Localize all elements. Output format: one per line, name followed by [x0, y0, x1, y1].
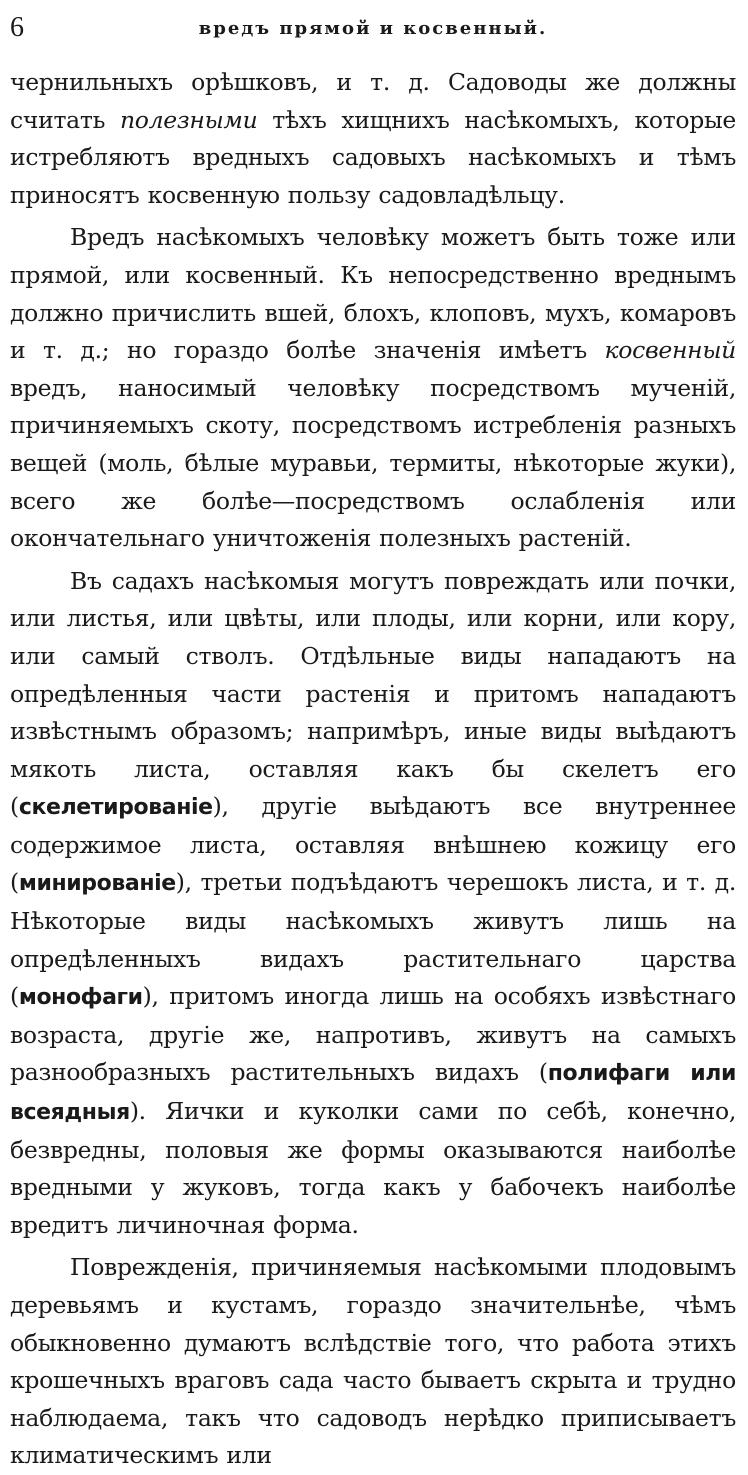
paragraph-4-text: Поврежденія, причиняемыя насѣкомыми плодовымъ деревьямъ и кустамъ, гораздо значительнѣе, чѣмъ обыкновенно думаютъ вслѣдствіе того, что работа этихъ крошечныхъ враговъ сада часто бываетъ скрыта и трудно наблюдаема, такъ что садоводъ нерѣдко приписываетъ климатическимъ или: [10, 1253, 736, 1470]
paragraph-3-text-e: ). Яички и куколки сами по себѣ, конечно, безвредны, половыя же формы оказываются наиболѣе вредными у жуковъ, тогда какъ у бабочекъ наиболѣе вредитъ личиночная форма.: [10, 1097, 736, 1239]
paragraph-1-text-b: тѣхъ хищнихъ насѣкомыхъ, которые истребляютъ вредныхъ садовыхъ насѣкомыхъ и тѣмъ приносятъ косвенную пользу садовладѣльцу.: [10, 105, 736, 209]
term-minirovanie: минированіе: [18, 871, 176, 897]
running-head: [10, 0, 736, 60]
paragraph-1-text-a: чернильныхъ орѣшковъ, и т. д. Садоводы же должны считать: [10, 68, 736, 134]
page-number: 6: [10, 12, 24, 43]
book-page: [10, 0, 736, 1470]
paragraph-4: [10, 1249, 736, 1475]
term-skeletirovanie: скелетированіе: [18, 795, 213, 821]
paragraph-2: [10, 219, 736, 557]
paragraph-3-text-b: ), другіе выѣдаютъ все внутреннее содержимое листа, оставляя внѣшнею кожицу его (: [10, 792, 736, 897]
emphasis-poleznymi: полезными: [119, 105, 258, 134]
term-polifagi: полифаги или всеядныя: [10, 1061, 736, 1126]
paragraph-1: [10, 64, 736, 214]
running-title: вредъ прямой и косвенный.: [198, 18, 548, 39]
term-monofagi: монофаги: [18, 985, 143, 1011]
paragraph-2-text-a: Вредъ насѣкомыхъ человѣку можетъ быть тоже или прямой, или косвенный. Къ непосредственно вреднымъ должно причислить вшей, блохъ, клоповъ, мухъ, комаровъ и т. д.; но гораздо болѣе значенія имѣетъ: [10, 223, 736, 365]
paragraph-2-text-b: вредъ, наносимый человѣку посредствомъ мученій, причиняемыхъ скоту, посредствомъ истребленія разныхъ вещей (моль, бѣлые муравьи, термиты, нѣкоторые жуки), всего же болѣе—посредствомъ ослабленія или окончательнаго уничтоженія полезныхъ растеній.: [10, 373, 736, 553]
paragraph-3-text-c: ), третьи подъѣдаютъ черешокъ листа, и т. д. Нѣкоторые виды насѣкомыхъ живутъ лишь на опредѣленныхъ видахъ растительнаго царства (: [10, 868, 736, 1011]
paragraph-3-text-d: ), притомъ иногда лишь на особяхъ извѣстнаго возраста, другіе же, напротивъ, живутъ на самыхъ разнообразныхъ растительныхъ видахъ (: [10, 982, 736, 1087]
paragraph-3-text-a: Въ садахъ насѣкомыя могутъ повреждать или почки, или листья, или цвѣты, или плоды, или корни, или кору, или самый стволъ. Отдѣльные виды нападаютъ на опредѣленныя части растенія и притомъ нападаютъ извѣстнымъ образомъ; напримѣръ, иные виды выѣдаютъ мякоть листа, оставляя какъ бы скелетъ его (: [10, 566, 736, 821]
body-text: [10, 64, 736, 1475]
emphasis-kosvennyi: косвенный: [604, 336, 736, 365]
paragraph-3: [10, 563, 736, 1245]
